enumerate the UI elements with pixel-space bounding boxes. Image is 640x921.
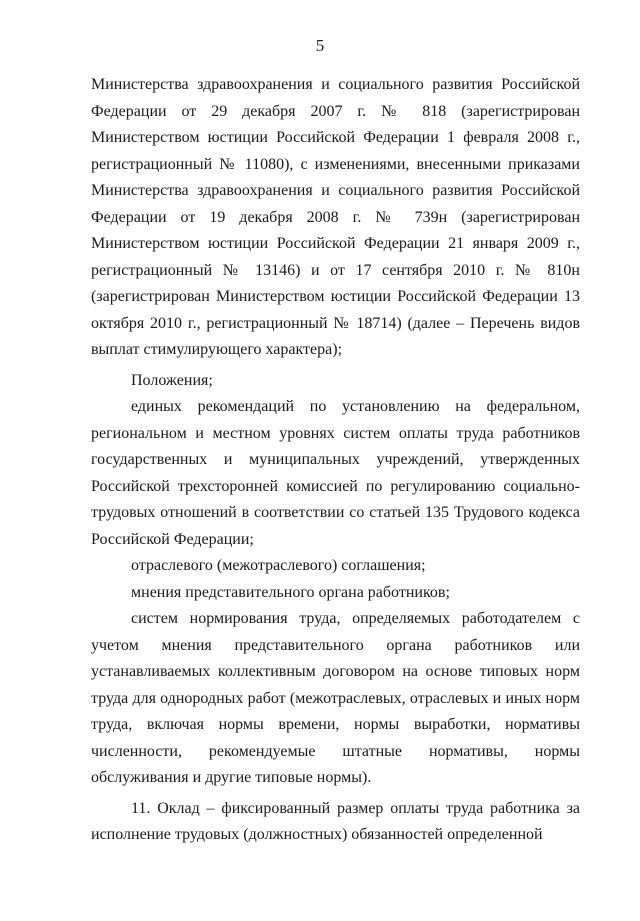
paragraph-labor-norms: систем нормирования труда, определяемых работодателем с учетом мнения представительного органа работников или устанавливаемых коллективным договором на основе типовых норм труда для однородных работ (межотраслевых, отраслевых и иных норм труда, включая нормы времени, нормы выработки, нормативы численности, рекомендуемые штатные нормативы, нормы обслуживания и другие типовые нормы).	[91, 610, 580, 786]
document-body	[91, 72, 580, 849]
paragraph-ministry-order: Министерства здравоохранения и социального развития Российской Федерации от 29 декабря 2007 г. № 818 (зарегистрирован Министерством юстиции Российской Федерации 1 февраля 2008 г., регистрационный № 11080), с изменениями, внесенными приказами Министерства здравоохранения и социального развития Российской Федерации от 19 декабря 2008 г. № 739н (зарегистрирован Министерством юстиции Российской Федерации 21 января 2009 г., регистрационный № 13146) и от 17 сентября 2010 г. № 810н (зарегистрирован Министерством юстиции Российской Федерации 13 октября 2010 г., регистрационный № 18714) (далее – Перечень видов выплат стимулирующего характера);	[91, 76, 580, 358]
paragraph-11-salary-definition: 11. Оклад – фиксированный размер оплаты труда работника за исполнение трудовых (должностных) обязанностей определенной	[91, 799, 580, 843]
paragraph-sectoral-agreement: отраслевого (межотраслевого) соглашения;	[131, 557, 426, 574]
paragraph-workers-body-opinion: мнения представительного органа работников;	[131, 583, 450, 601]
paragraph-unified-recommendations: единых рекомендаций по установлению на федеральном, региональном и местном уровнях систем оплаты труда работников государственных и муниципальных учреждений, утвержденных Российской трехсторонней комиссией по регулированию социально-трудовых отношений в соответствии со статьей 135 Трудового кодекса Российской Федерации;	[91, 398, 580, 548]
page-number: 5	[315, 36, 325, 55]
paragraph-regulations: Положения;	[131, 371, 213, 389]
